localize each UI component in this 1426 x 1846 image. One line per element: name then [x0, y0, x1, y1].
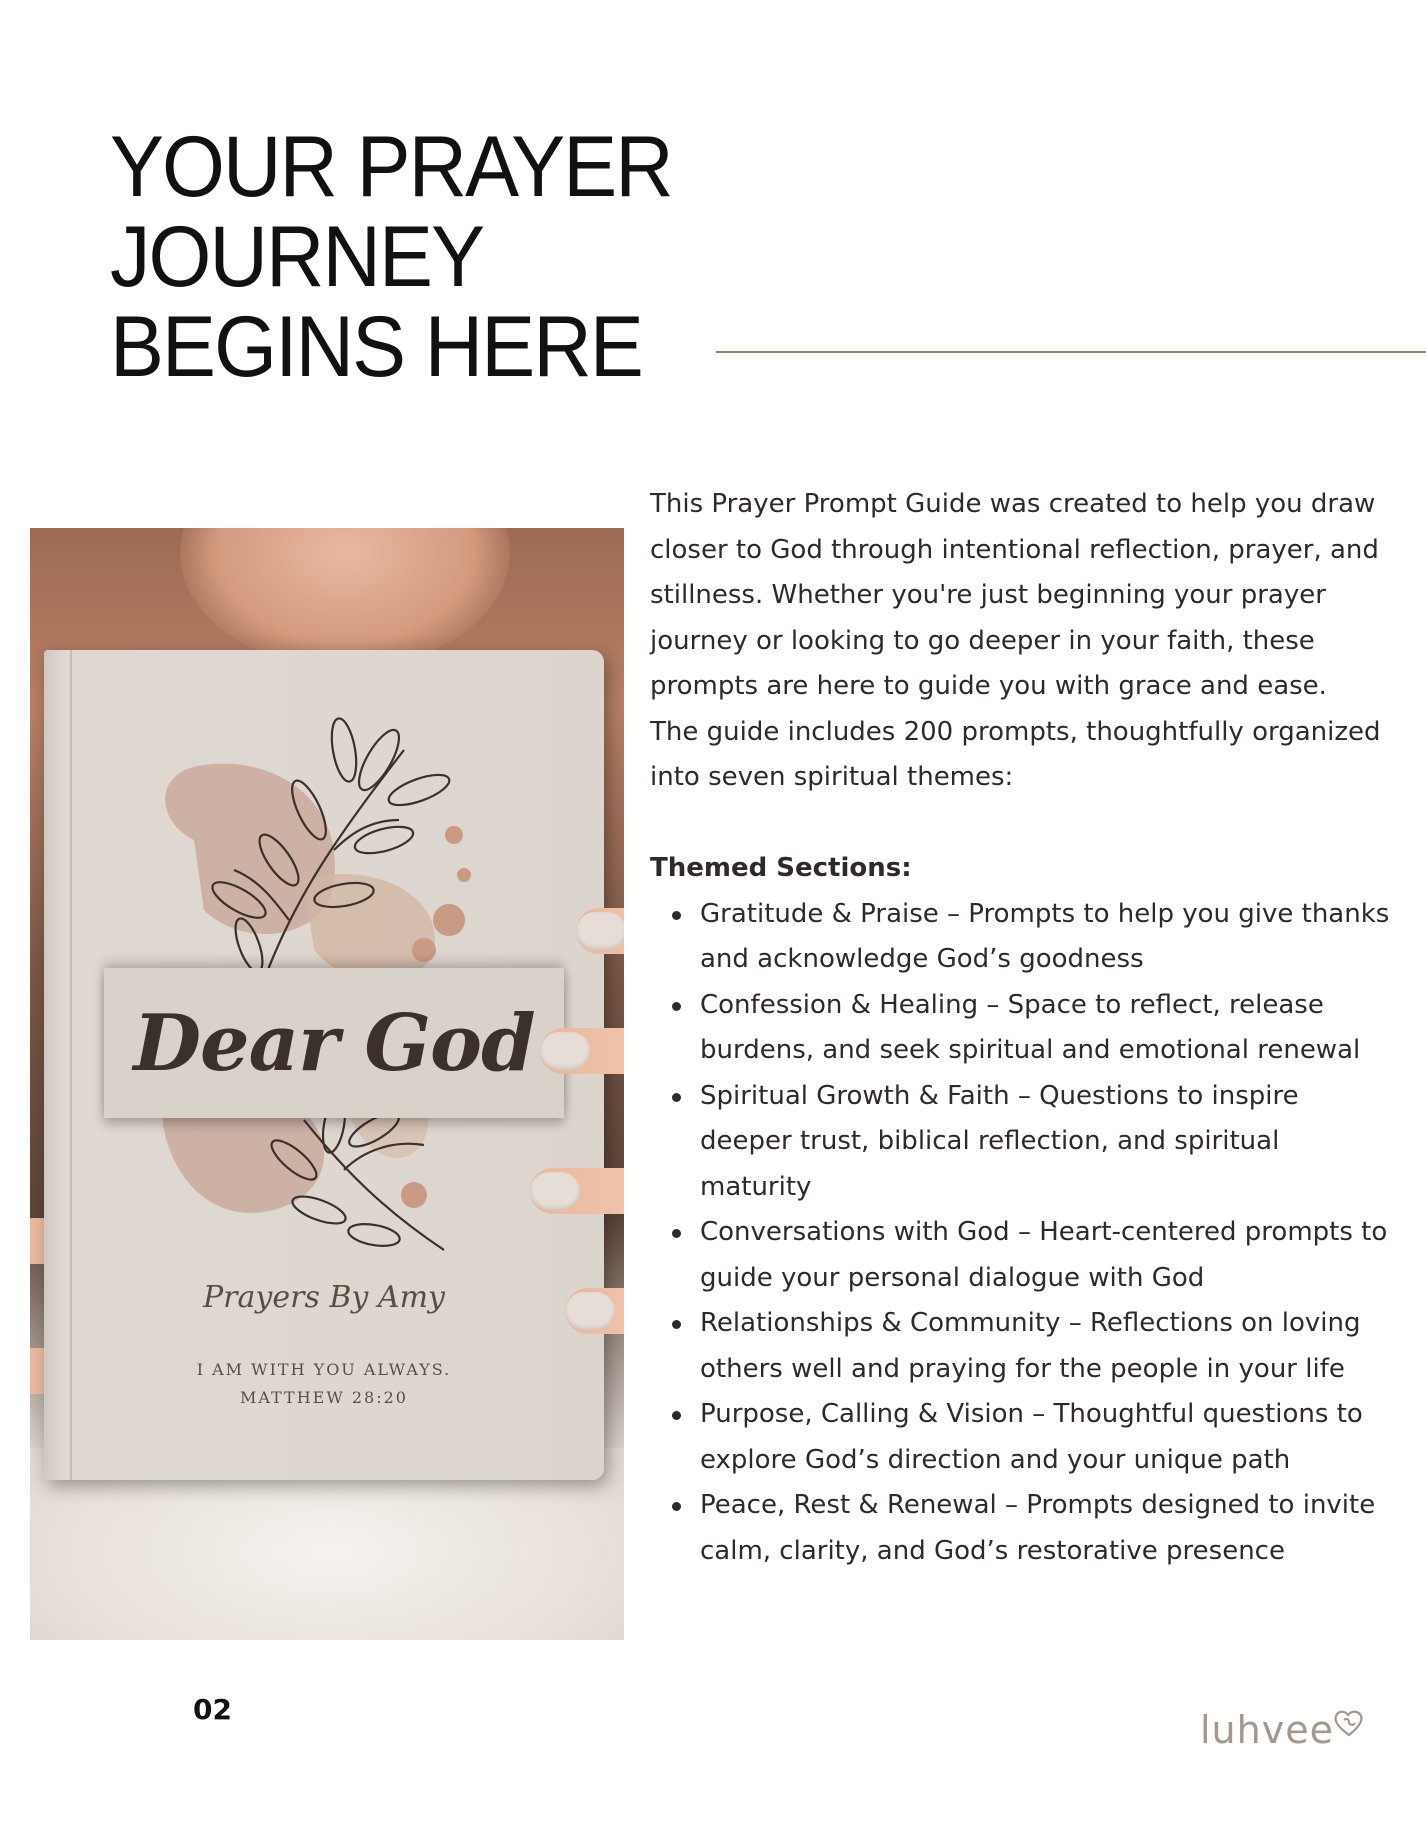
journal-photo	[30, 528, 624, 1640]
cover-verse-line: I AM WITH YOU ALWAYS.	[196, 1360, 452, 1379]
right-finger-4-nail	[565, 1292, 615, 1330]
cover-subtitle: Prayers By Amy	[203, 1280, 445, 1315]
right-finger-3-nail	[530, 1172, 580, 1210]
page-title-line: BEGINS HERE	[110, 299, 642, 395]
cover-verse	[44, 1356, 604, 1412]
intro-paragraph: The guide includes 200 prompts, thoughtfully organized into seven spiritual themes:	[650, 716, 1381, 792]
page-title-line: JOURNEY	[110, 209, 484, 305]
brand-name: luhvee	[1200, 1708, 1334, 1752]
theme-item: Purpose, Calling & Vision – Thoughtful questions to explore God’s direction and your unique path	[650, 1392, 1390, 1483]
theme-item: Confession & Healing – Space to reflect, release burdens, and seek spiritual and emotional renewal	[650, 983, 1390, 1074]
page-number: 02	[193, 1693, 232, 1726]
theme-item: Gratitude & Praise – Prompts to help you give thanks and acknowledge God’s goodness	[650, 892, 1390, 983]
spacer	[650, 801, 1390, 847]
title-divider	[716, 351, 1426, 353]
page-title	[110, 119, 672, 395]
theme-item: Conversations with God – Heart-centered prompts to guide your personal dialogue with God	[650, 1210, 1390, 1301]
right-finger-2-nail	[540, 1032, 590, 1070]
theme-item: Spiritual Growth & Faith – Questions to inspire deeper trust, biblical reflection, and spiritual maturity	[650, 1074, 1390, 1211]
page-title-line: YOUR PRAYER	[110, 119, 672, 215]
cover-verse-line: MATTHEW 28:20	[240, 1388, 408, 1407]
brand-logo	[1200, 1708, 1366, 1752]
themes-list	[650, 892, 1390, 1575]
heart-outline-icon	[1332, 1708, 1366, 1738]
cover-title: Dear God	[133, 997, 535, 1089]
right-finger-1-nail	[576, 912, 624, 950]
intro-paragraph: This Prayer Prompt Guide was created to help you draw closer to God through intentional reflection, prayer, and stillness. Whether you're just beginning your prayer journey or looking to go deeper in your faith, these prompts are here to guide you with grace and ease.	[650, 489, 1379, 701]
themes-heading: Themed Sections:	[650, 853, 912, 883]
intro-text	[650, 482, 1390, 1574]
theme-item: Relationships & Community – Reflections on loving others well and praying for the people in your life	[650, 1301, 1390, 1392]
theme-item: Peace, Rest & Renewal – Prompts designed to invite calm, clarity, and God’s restorative presence	[650, 1483, 1390, 1574]
journal-book	[44, 650, 604, 1480]
photo-face	[180, 528, 510, 668]
